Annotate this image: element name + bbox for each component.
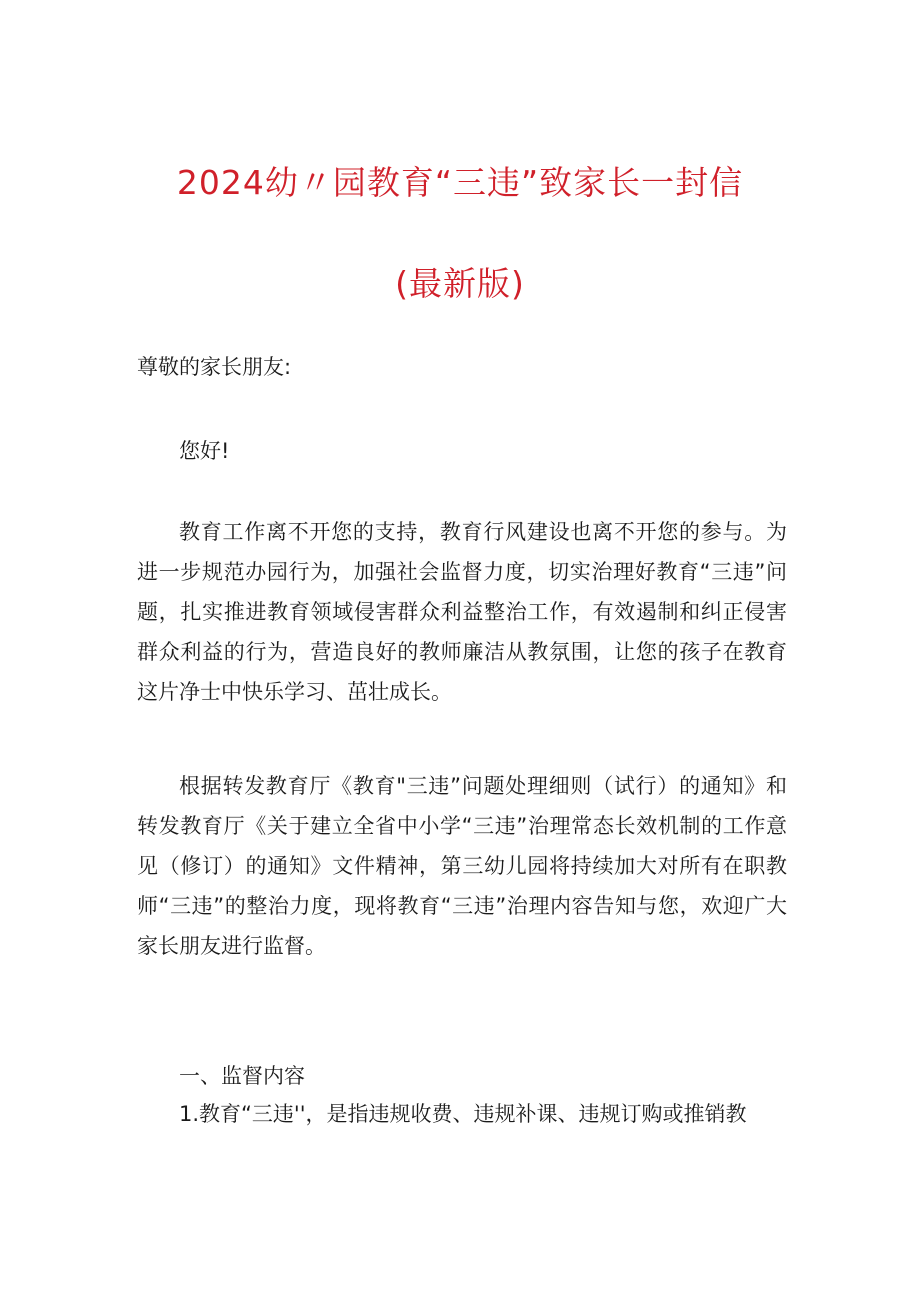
body-paragraph-1: 教育工作离不开您的支持，教育行风建设也离不开您的参与。为进一步规范办园行为，加强社会监督力度，切实治理好教育“三违”问题，扎实推进教育领域侵害群众利益整治工作，有效遏制和纠正侵害群众利益的行为，营造良好的教师廉洁从教氛围，让您的孩子在教育这片净士中快乐学习、茁壮成长。	[137, 520, 787, 704]
list-item-1: 1.教育“三违''，是指违规收费、违规补课、违规订购或推销教	[179, 1102, 747, 1126]
salutation: 尊敬的家长朋友:	[137, 355, 292, 379]
section-heading: 一、监督内容	[179, 1064, 305, 1088]
greeting: 您好!	[179, 439, 230, 463]
document-subtitle: (最新版)	[395, 264, 525, 303]
body-paragraph-2: 根据转发教育厅《教育"三违”问题处理细则（试行）的通知》和转发教育厅《关于建立全省中小学“三违”治理常态长效机制的工作意见（修订）的通知》文件精神，第三幼儿园将持续加大对所有在职教师“三违”的整治力度，现将教育“三违”治理内容告知与您，欢迎广大家长朋友进行监督。	[137, 774, 787, 958]
document-title: 2024幼〃园教育“三违”致家长一封信	[176, 163, 744, 202]
